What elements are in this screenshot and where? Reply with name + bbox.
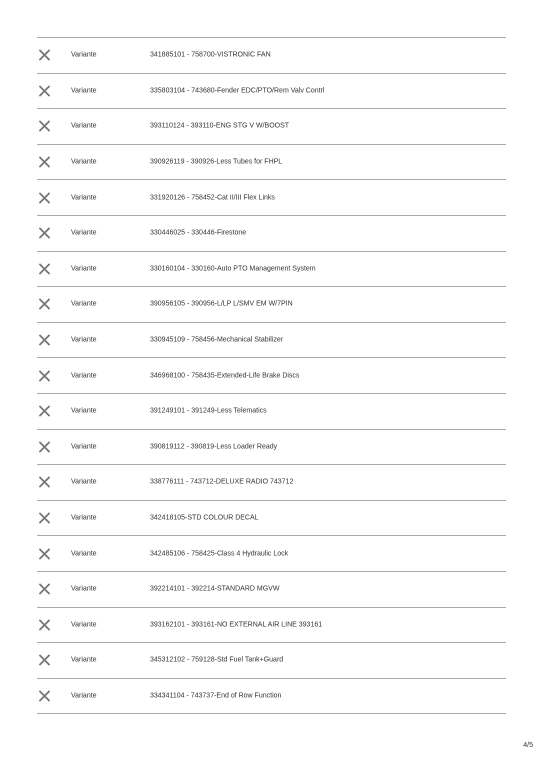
table-row [37,358,506,394]
close-icon [39,406,50,417]
row-type: Variante [71,158,97,166]
row-description: 330160104 - 330160-Auto PTO Management System [150,265,316,273]
close-icon [39,370,50,381]
table-row [37,679,506,715]
close-icon [39,477,50,488]
table-row [37,394,506,430]
row-description: 338776111 - 743712-DELUXE RADIO 743712 [150,478,294,486]
table-row [37,38,506,74]
table-row [37,430,506,466]
row-description: 390956105 - 390956-L/LP L/SMV EM W/7PIN [150,300,293,308]
table-row [37,323,506,359]
table-row [37,643,506,679]
table-row [37,109,506,145]
row-type: Variante [71,478,97,486]
row-type: Variante [71,336,97,344]
close-icon [39,441,50,452]
table-row [37,501,506,537]
row-type: Variante [71,87,97,95]
row-description: 390926119 - 390926-Less Tubes for FHPL [150,158,283,166]
close-icon [39,584,50,595]
close-icon [39,619,50,630]
row-type: Variante [71,514,97,522]
row-type: Variante [71,265,97,273]
row-description: 346968100 - 758435-Extended-Life Brake Discs [150,372,300,380]
table-row [37,536,506,572]
table-row [37,145,506,181]
close-icon [39,192,50,203]
row-description: 393162101 - 393161-NO EXTERNAL AIR LINE 393161 [150,621,323,629]
row-type: Variante [71,585,97,593]
row-description: 392214101 - 392214-STANDARD MGVW [150,585,280,593]
row-description: 342418105-STD COLOUR DECAL [150,514,259,522]
row-type: Variante [71,122,97,130]
table-row [37,608,506,644]
row-type: Variante [71,372,97,380]
close-icon [39,121,50,132]
close-icon [39,655,50,666]
page-number: 4/5 [523,742,533,749]
close-icon [39,513,50,524]
row-description: 331920126 - 758452-Cat II/III Flex Links [150,194,275,202]
table-row [37,287,506,323]
close-icon [39,335,50,346]
close-icon [39,85,50,96]
row-type: Variante [71,194,97,202]
close-icon [39,548,50,559]
row-type: Variante [71,51,97,59]
row-type: Variante [71,550,97,558]
row-description: 393110124 - 393110-ENG STG V W/BOOST [150,122,290,130]
row-type: Variante [71,621,97,629]
table-row [37,252,506,288]
table-row [37,572,506,608]
row-description: 390819112 - 390819-Less Loader Ready [150,443,278,451]
row-description: 341885101 - 758700-VISTRONIC FAN [150,51,271,59]
close-icon [39,690,50,701]
table-row [37,465,506,501]
table-row [37,74,506,110]
row-description: 335803104 - 743680-Fender EDC/PTO/Rem Valv Contrl [150,87,325,95]
close-icon [39,228,50,239]
row-type: Variante [71,656,97,664]
close-icon [39,299,50,310]
options-table [37,37,506,714]
row-type: Variante [71,692,97,700]
table-row [37,216,506,252]
row-description: 330446025 - 330446-Firestone [150,229,247,237]
close-icon [39,157,50,168]
close-icon [39,50,50,61]
row-description: 330945109 - 758456-Mechanical Stabilizer [150,336,284,344]
row-type: Variante [71,443,97,451]
row-type: Variante [71,229,97,237]
row-description: 342485106 - 758425-Class 4 Hydraulic Lock [150,550,289,558]
row-type: Variante [71,300,97,308]
row-description: 334341104 - 743737-End of Row Function [150,692,282,700]
row-description: 345312102 - 759128-Std Fuel Tank+Guard [150,656,284,664]
close-icon [39,263,50,274]
row-type: Variante [71,407,97,415]
table-row [37,180,506,216]
row-description: 391249101 - 391249-Less Telematics [150,407,267,415]
